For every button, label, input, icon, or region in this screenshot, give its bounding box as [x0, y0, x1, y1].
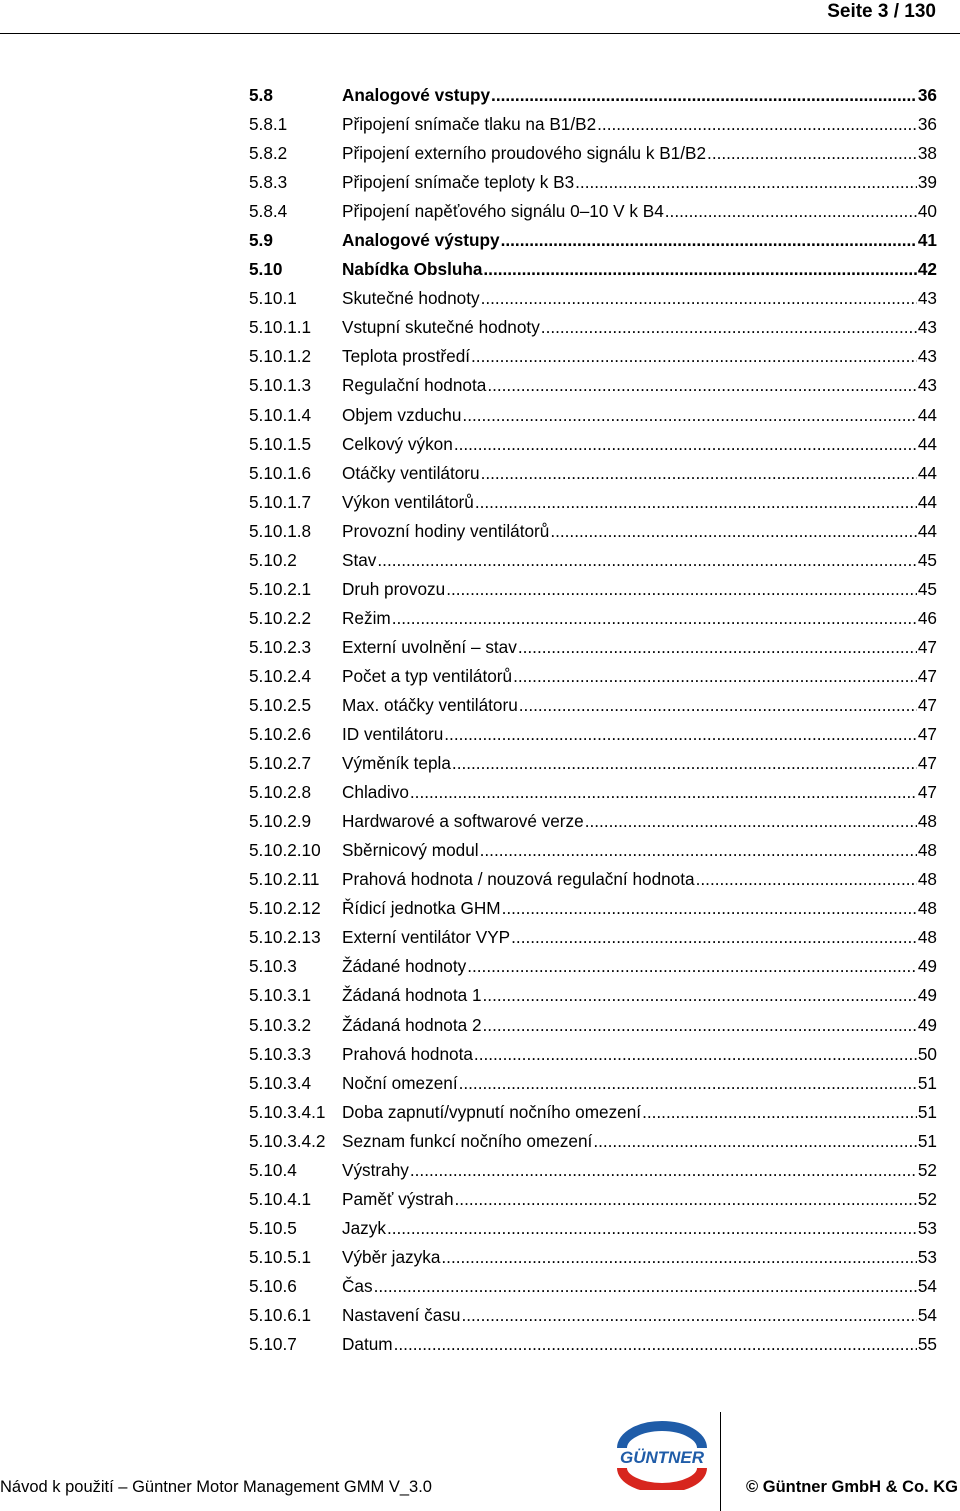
- toc-entry[interactable]: [249, 255, 937, 284]
- toc-entry-page: 44: [917, 404, 937, 425]
- logo-text: GÜNTNER: [619, 1448, 705, 1467]
- toc-entry-page: 52: [917, 1159, 937, 1180]
- toc-entry-title: Výstrahy: [342, 1159, 409, 1180]
- toc-entry-leader-dots: [459, 1069, 917, 1098]
- toc-entry-page: 45: [917, 578, 937, 599]
- toc-entry-title: Regulační hodnota: [342, 375, 487, 396]
- toc-entry-title: Připojení napěťového signálu 0–10 V k B4: [342, 201, 664, 222]
- toc-entry-title: Jazyk: [342, 1217, 386, 1238]
- toc-entry-page: 53: [917, 1217, 937, 1238]
- toc-entry-leader-dots: [707, 139, 917, 168]
- toc-entry-number: 5.10.7: [249, 1334, 297, 1355]
- toc-entry-number: 5.10.1.7: [249, 491, 312, 512]
- toc-entry[interactable]: [249, 1330, 937, 1359]
- toc-entry-number: 5.10.3: [249, 956, 297, 977]
- table-of-contents: [249, 81, 937, 1359]
- toc-entry-page: 47: [917, 665, 937, 686]
- toc-entry-leader-dots: [474, 1040, 917, 1069]
- toc-entry[interactable]: [249, 197, 937, 226]
- toc-entry-page: 51: [917, 1130, 937, 1151]
- toc-entry-page: 47: [917, 753, 937, 774]
- toc-entry-leader-dots: [518, 633, 917, 662]
- toc-entry[interactable]: [249, 894, 937, 923]
- toc-entry[interactable]: [249, 604, 937, 633]
- toc-entry-number: 5.10.2.12: [249, 898, 321, 919]
- toc-entry-title: Chladivo: [342, 782, 409, 803]
- toc-entry-page: 40: [917, 201, 937, 222]
- toc-entry[interactable]: [249, 1127, 937, 1156]
- toc-entry-page: 36: [917, 85, 937, 105]
- toc-entry-title: Sběrnicový modul: [342, 840, 479, 861]
- toc-entry[interactable]: [249, 952, 937, 981]
- toc-entry[interactable]: [249, 1272, 937, 1301]
- toc-entry-number: 5.8.4: [249, 201, 288, 222]
- toc-entry-page: 47: [917, 724, 937, 745]
- toc-entry-page: 48: [917, 840, 937, 861]
- toc-entry-page: 44: [917, 433, 937, 454]
- toc-entry[interactable]: [249, 1040, 937, 1069]
- toc-entry-number: 5.10.6.1: [249, 1304, 312, 1325]
- toc-entry[interactable]: [249, 81, 937, 110]
- toc-entry-number: 5.10.6: [249, 1275, 297, 1296]
- toc-entry[interactable]: [249, 168, 937, 197]
- toc-entry-page: 51: [917, 1101, 937, 1122]
- toc-entry-number: 5.10.3.4.2: [249, 1130, 326, 1151]
- toc-entry-page: 47: [917, 782, 937, 803]
- toc-entry-page: 43: [917, 317, 937, 338]
- toc-entry[interactable]: [249, 662, 937, 691]
- toc-entry-number: 5.10.2.10: [249, 840, 321, 861]
- toc-entry-page: 49: [917, 985, 937, 1006]
- toc-entry-title: Připojení snímače teploty k B3: [342, 172, 575, 193]
- toc-entry-leader-dots: [541, 313, 917, 342]
- toc-entry-page: 46: [917, 607, 937, 628]
- toc-entry[interactable]: [249, 1098, 937, 1127]
- toc-entry-number: 5.10.1.2: [249, 346, 312, 367]
- page-number: Seite 3 / 130: [827, 1, 936, 22]
- toc-entry-number: 5.10.3.3: [249, 1043, 312, 1064]
- toc-entry-number: 5.10.2.2: [249, 607, 312, 628]
- toc-entry[interactable]: [249, 575, 937, 604]
- toc-entry-title: Max. otáčky ventilátoru: [342, 694, 518, 715]
- toc-entry-page: 47: [917, 636, 937, 657]
- toc-entry-leader-dots: [513, 662, 917, 691]
- toc-entry-title: Datum: [342, 1334, 393, 1355]
- toc-entry-page: 47: [917, 694, 937, 715]
- toc-entry-page: 42: [917, 259, 937, 280]
- toc-entry-title: Vstupní skutečné hodnoty: [342, 317, 540, 338]
- toc-entry-number: 5.10.3.2: [249, 1014, 312, 1035]
- toc-entry-number: 5.10: [249, 259, 283, 280]
- toc-entry-number: 5.10.2.6: [249, 724, 312, 745]
- toc-entry[interactable]: [249, 1185, 937, 1214]
- toc-entry-title: Připojení snímače tlaku na B1/B2: [342, 114, 597, 135]
- toc-entry-title: Stav: [342, 549, 377, 570]
- toc-entry-number: 5.8.1: [249, 114, 288, 135]
- toc-entry-leader-dots: [410, 778, 917, 807]
- toc-entry-leader-dots: [392, 604, 917, 633]
- toc-entry-page: 51: [917, 1072, 937, 1093]
- toc-entry-number: 5.10.5.1: [249, 1246, 312, 1267]
- toc-entry-leader-dots: [387, 1214, 917, 1243]
- toc-entry-number: 5.10.1.3: [249, 375, 312, 396]
- toc-entry-leader-dots: [511, 923, 917, 952]
- toc-entry-page: 54: [917, 1304, 937, 1325]
- toc-entry-title: Výkon ventilátorů: [342, 491, 474, 512]
- toc-entry-leader-dots: [696, 865, 917, 894]
- toc-entry-page: 48: [917, 927, 937, 948]
- toc-entry-leader-dots: [481, 284, 917, 313]
- toc-entry-page: 44: [917, 491, 937, 512]
- toc-entry-title: Analogové výstupy: [342, 230, 500, 251]
- footer-copyright: © Güntner GmbH & Co. KG: [746, 1478, 958, 1496]
- toc-entry-page: 52: [917, 1188, 937, 1209]
- toc-entry[interactable]: [249, 836, 937, 865]
- toc-entry[interactable]: [249, 401, 937, 430]
- toc-entry-title: Žádaná hodnota 1: [342, 985, 482, 1006]
- toc-entry-leader-dots: [491, 81, 917, 110]
- toc-entry-number: 5.10.2.11: [249, 869, 320, 890]
- toc-entry-leader-dots: [597, 110, 917, 139]
- toc-entry-number: 5.10.3.4: [249, 1072, 312, 1093]
- toc-entry-leader-dots: [471, 342, 917, 371]
- toc-entry[interactable]: [249, 865, 937, 894]
- toc-entry-title: Celkový výkon: [342, 433, 453, 454]
- toc-entry-leader-dots: [455, 1185, 917, 1214]
- toc-entry-title: Žádaná hodnota 2: [342, 1014, 482, 1035]
- toc-entry-page: 53: [917, 1246, 937, 1267]
- toc-entry[interactable]: [249, 371, 937, 400]
- toc-entry-leader-dots: [377, 546, 916, 575]
- toc-entry[interactable]: [249, 923, 937, 952]
- toc-entry[interactable]: [249, 226, 937, 255]
- toc-entry[interactable]: [249, 981, 937, 1010]
- toc-entry-number: 5.10.2.1: [249, 578, 312, 599]
- toc-entry-page: 38: [917, 143, 937, 164]
- toc-entry-leader-dots: [585, 807, 917, 836]
- toc-entry[interactable]: [249, 1301, 937, 1330]
- toc-entry[interactable]: [249, 139, 937, 168]
- toc-entry-number: 5.10.2: [249, 549, 297, 570]
- toc-entry-title: Prahová hodnota / nouzová regulační hodnota: [342, 869, 695, 890]
- toc-entry-leader-dots: [394, 1330, 917, 1359]
- toc-entry[interactable]: [249, 749, 937, 778]
- toc-entry[interactable]: [249, 488, 937, 517]
- toc-entry-title: Externí ventilátor VYP: [342, 927, 511, 948]
- toc-entry-page: 45: [917, 549, 937, 570]
- toc-entry-leader-dots: [593, 1127, 917, 1156]
- toc-entry[interactable]: [249, 1243, 937, 1272]
- toc-entry-number: 5.10.1.8: [249, 520, 312, 541]
- toc-entry[interactable]: [249, 778, 937, 807]
- toc-entry-title: Objem vzduchu: [342, 404, 462, 425]
- toc-entry[interactable]: [249, 807, 937, 836]
- toc-entry-title: Prahová hodnota: [342, 1043, 473, 1064]
- toc-entry[interactable]: [249, 313, 937, 342]
- toc-entry-page: 49: [917, 1014, 937, 1035]
- toc-entry-number: 5.10.3.4.1: [249, 1101, 326, 1122]
- toc-entry-number: 5.8.2: [249, 143, 288, 164]
- toc-entry-leader-dots: [446, 575, 917, 604]
- toc-entry-page: 43: [917, 288, 937, 309]
- toc-entry[interactable]: [249, 1214, 937, 1243]
- toc-entry-title: Skutečné hodnoty: [342, 288, 480, 309]
- toc-entry-number: 5.10.1: [249, 288, 297, 309]
- toc-entry-page: 41: [917, 230, 937, 251]
- toc-entry-number: 5.10.2.3: [249, 636, 312, 657]
- toc-entry-leader-dots: [454, 430, 917, 459]
- toc-entry-number: 5.10.1.1: [249, 317, 312, 338]
- toc-entry-title: Analogové vstupy: [342, 85, 491, 105]
- toc-entry[interactable]: [249, 1011, 937, 1040]
- toc-entry-number: 5.10.2.8: [249, 782, 312, 803]
- toc-entry-number: 5.10.2.5: [249, 694, 312, 715]
- toc-entry[interactable]: [249, 517, 937, 546]
- toc-entry-title: Provozní hodiny ventilátorů: [342, 520, 550, 541]
- toc-entry[interactable]: [249, 284, 937, 313]
- toc-entry-number: 5.10.2.9: [249, 811, 312, 832]
- toc-entry-number: 5.10.4.1: [249, 1188, 312, 1209]
- toc-entry-title: Seznam funkcí nočního omezení: [342, 1130, 593, 1151]
- toc-entry-leader-dots: [575, 168, 917, 197]
- toc-entry-number: 5.8: [249, 85, 273, 105]
- toc-entry-title: Výběr jazyka: [342, 1246, 441, 1267]
- toc-entry-title: Připojení externího proudového signálu k B1/B2: [342, 143, 707, 164]
- toc-entry-title: Režim: [342, 607, 391, 628]
- toc-entry[interactable]: [249, 342, 937, 371]
- toc-entry[interactable]: [249, 546, 937, 575]
- toc-entry-page: 50: [917, 1043, 937, 1064]
- toc-entry-title: Čas: [342, 1275, 373, 1296]
- toc-entry-number: 5.10.2.4: [249, 665, 312, 686]
- toc-entry-leader-dots: [665, 197, 917, 226]
- toc-entry-leader-dots: [462, 401, 916, 430]
- toc-entry-leader-dots: [483, 1011, 917, 1040]
- toc-entry-leader-dots: [467, 952, 917, 981]
- toc-entry-title: Nastavení času: [342, 1304, 461, 1325]
- toc-entry-leader-dots: [550, 517, 917, 546]
- toc-entry-title: Hardwarové a softwarové verze: [342, 811, 584, 832]
- toc-entry-page: 39: [917, 172, 937, 193]
- toc-entry-title: Externí uvolnění – stav: [342, 636, 517, 657]
- toc-entry-number: 5.9: [249, 230, 273, 251]
- toc-entry-page: 55: [917, 1334, 937, 1355]
- toc-entry-leader-dots: [483, 255, 916, 284]
- footer-divider: [720, 1412, 721, 1511]
- toc-entry-title: Počet a typ ventilátorů: [342, 665, 513, 686]
- toc-entry-page: 54: [917, 1275, 937, 1296]
- toc-entry-page: 43: [917, 375, 937, 396]
- toc-entry-number: 5.10.4: [249, 1159, 297, 1180]
- toc-entry-title: Nabídka Obsluha: [342, 259, 483, 280]
- toc-entry-page: 49: [917, 956, 937, 977]
- toc-entry-title: Otáčky ventilátoru: [342, 462, 480, 483]
- toc-entry-leader-dots: [519, 691, 917, 720]
- toc-entry-leader-dots: [444, 720, 917, 749]
- toc-entry-leader-dots: [502, 894, 917, 923]
- toc-entry-leader-dots: [452, 749, 917, 778]
- toc-entry-number: 5.10.2.13: [249, 927, 321, 948]
- toc-entry-page: 48: [917, 869, 937, 890]
- toc-entry-leader-dots: [501, 226, 917, 255]
- toc-entry-leader-dots: [487, 371, 917, 400]
- toc-entry-leader-dots: [410, 1156, 917, 1185]
- toc-entry-leader-dots: [374, 1272, 917, 1301]
- toc-entry-number: 5.10.1.5: [249, 433, 312, 454]
- toc-entry-title: Výměník tepla: [342, 753, 451, 774]
- guntner-logo-icon: [612, 1418, 712, 1490]
- toc-entry-page: 36: [917, 114, 937, 135]
- toc-entry-title: Paměť výstrah: [342, 1188, 454, 1209]
- toc-entry-number: 5.8.3: [249, 172, 288, 193]
- toc-entry-leader-dots: [475, 488, 917, 517]
- toc-entry-page: 44: [917, 462, 937, 483]
- toc-entry-leader-dots: [481, 459, 917, 488]
- toc-entry-leader-dots: [441, 1243, 916, 1272]
- footer-manual-title: Návod k použití – Güntner Motor Management GMM V_3.0: [0, 1478, 432, 1496]
- toc-entry-title: Druh provozu: [342, 578, 446, 599]
- toc-entry-leader-dots: [642, 1098, 917, 1127]
- toc-entry-title: Noční omezení: [342, 1072, 458, 1093]
- toc-entry-page: 44: [917, 520, 937, 541]
- toc-entry-page: 48: [917, 811, 937, 832]
- toc-entry-number: 5.10.5: [249, 1217, 297, 1238]
- header-rule: [0, 33, 960, 34]
- toc-entry-title: ID ventilátoru: [342, 724, 444, 745]
- toc-entry-title: Teplota prostředí: [342, 346, 471, 367]
- toc-entry-leader-dots: [483, 981, 917, 1010]
- toc-entry-title: Řídicí jednotka GHM: [342, 898, 501, 919]
- toc-entry-leader-dots: [461, 1301, 916, 1330]
- toc-entry-number: 5.10.2.7: [249, 753, 312, 774]
- toc-entry-title: Žádané hodnoty: [342, 956, 467, 977]
- toc-entry-title: Doba zapnutí/vypnutí nočního omezení: [342, 1101, 642, 1122]
- toc-entry-leader-dots: [480, 836, 917, 865]
- toc-entry-page: 43: [917, 346, 937, 367]
- toc-entry-number: 5.10.1.4: [249, 404, 312, 425]
- toc-entry[interactable]: [249, 633, 937, 662]
- toc-entry[interactable]: [249, 110, 937, 139]
- toc-entry[interactable]: [249, 430, 937, 459]
- toc-entry-number: 5.10.3.1: [249, 985, 312, 1006]
- toc-entry[interactable]: [249, 691, 937, 720]
- toc-entry-number: 5.10.1.6: [249, 462, 312, 483]
- toc-entry[interactable]: [249, 720, 937, 749]
- toc-entry[interactable]: [249, 459, 937, 488]
- toc-entry-page: 48: [917, 898, 937, 919]
- toc-entry[interactable]: [249, 1069, 937, 1098]
- toc-entry[interactable]: [249, 1156, 937, 1185]
